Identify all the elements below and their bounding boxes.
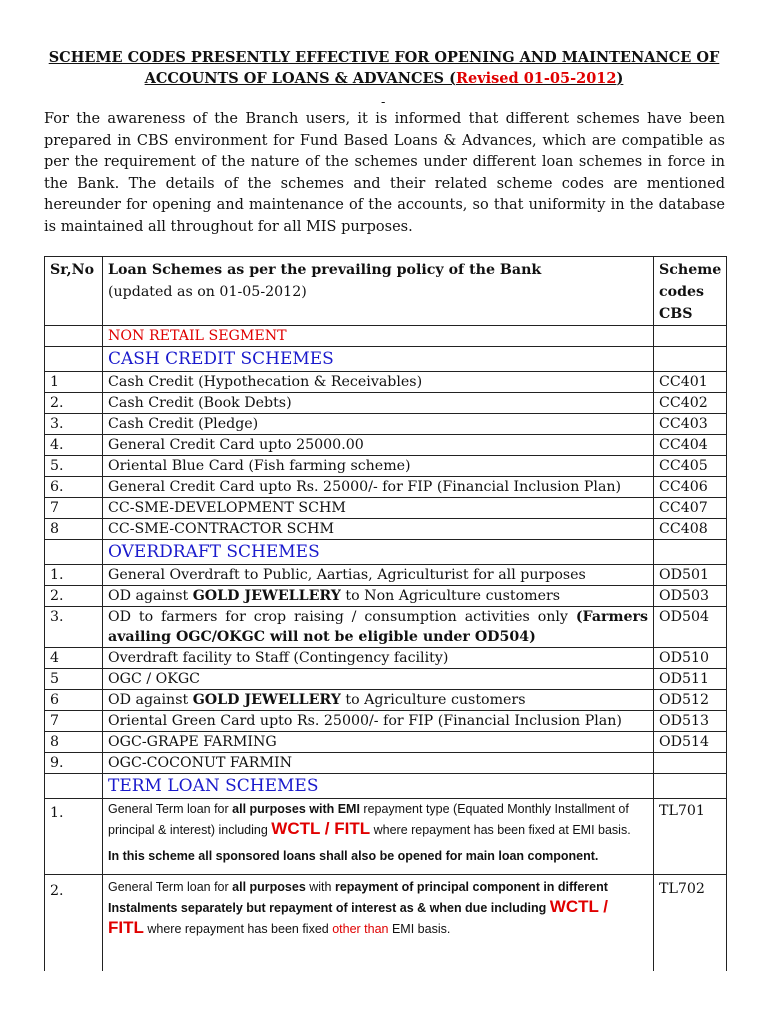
section-code: [654, 774, 727, 799]
row-scheme: [103, 607, 654, 648]
row-code: OD511: [654, 669, 727, 690]
section-title-overdraft: OVERDRAFT SCHEMES: [103, 540, 654, 565]
t1-text-3: where repayment has been fixed at EMI basis.: [370, 823, 631, 837]
row-code: CC405: [654, 456, 727, 477]
row-sr: 1: [45, 372, 103, 393]
table-row: [45, 690, 727, 711]
row-scheme-bold: (Farmers availing OGC/OKGC will not be eligible under OD504): [108, 609, 648, 645]
t2-text-4: EMI basis.: [388, 922, 451, 936]
row-code: OD501: [654, 565, 727, 586]
table-row: [45, 732, 727, 753]
row-sr: 3.: [45, 607, 103, 648]
row-scheme: [103, 586, 654, 607]
table-row: [45, 477, 727, 498]
t2-bold-2: repayment of principal component in different Instalments separately but repayment of interest as & when due including: [108, 880, 608, 915]
row-code: TL701: [654, 799, 727, 875]
header-scheme-sub: (updated as on 01-05-2012): [108, 284, 307, 300]
t2-bold-1: all purposes: [232, 880, 306, 894]
row-sr: 2.: [45, 586, 103, 607]
row-sr: 7: [45, 498, 103, 519]
row-scheme: Overdraft facility to Staff (Contingency facility): [103, 648, 654, 669]
separator-dash: -: [381, 95, 386, 110]
table-row: [45, 875, 727, 972]
table-row: [45, 414, 727, 435]
section-row-term-loan: [45, 774, 727, 799]
section-code: [654, 347, 727, 372]
row-scheme: CC-SME-CONTRACTOR SCHM: [103, 519, 654, 540]
title-line-1: SCHEME CODES PRESENTLY EFFECTIVE FOR OPENING AND MAINTENANCE OF: [48, 49, 720, 66]
row-code: OD503: [654, 586, 727, 607]
section-sr: [45, 774, 103, 799]
row-scheme-pre: OD against: [108, 588, 193, 604]
t1-text-1: General Term loan for: [108, 802, 233, 816]
header-scheme: [103, 257, 654, 326]
row-sr: 3.: [45, 414, 103, 435]
t1-text-2: repayment type (Equated Monthly Installment of principal & interest) including: [108, 802, 629, 837]
row-scheme: OGC-COCONUT FARMIN: [103, 753, 654, 774]
row-scheme-bold: GOLD JEWELLERY: [192, 692, 341, 708]
row-scheme: Cash Credit (Hypothecation & Receivables): [103, 372, 654, 393]
table-row: [45, 435, 727, 456]
header-scheme-title: Loan Schemes as per the prevailing policy of the Bank: [108, 262, 542, 278]
row-code: CC406: [654, 477, 727, 498]
row-code: OD510: [654, 648, 727, 669]
row-scheme: CC-SME-DEVELOPMENT SCHM: [103, 498, 654, 519]
table-header-row: [45, 257, 727, 326]
title-line-2: ACCOUNTS OF LOANS & ADVANCES (: [144, 70, 456, 87]
row-sr: 5: [45, 669, 103, 690]
document-title: [40, 47, 728, 89]
table-row: [45, 607, 727, 648]
segment-row: [45, 326, 727, 347]
revised-date: Revised 01-05-2012: [455, 70, 617, 87]
header-srno: Sr,No: [45, 257, 103, 326]
row-scheme: Cash Credit (Pledge): [103, 414, 654, 435]
table-row: [45, 753, 727, 774]
row-scheme: [103, 875, 654, 972]
row-sr: 5.: [45, 456, 103, 477]
row-scheme-pre: OD to farmers for crop raising / consumption activities only: [108, 609, 576, 625]
table-row: [45, 648, 727, 669]
table-row: [45, 456, 727, 477]
row-scheme: OGC / OKGC: [103, 669, 654, 690]
row-scheme: General Credit Card upto Rs. 25000/- for FIP (Financial Inclusion Plan): [103, 477, 654, 498]
t2-text-3: where repayment has been fixed: [143, 922, 333, 936]
row-sr: 2.: [45, 875, 103, 972]
table-row: [45, 372, 727, 393]
table-row: [45, 519, 727, 540]
row-code: CC407: [654, 498, 727, 519]
row-sr: 6: [45, 690, 103, 711]
row-scheme: Oriental Blue Card (Fish farming scheme): [103, 456, 654, 477]
header-code-l2: codes: [659, 284, 705, 300]
row-code: CC408: [654, 519, 727, 540]
row-scheme-post: to Non Agriculture customers: [340, 588, 561, 604]
section-sr: [45, 540, 103, 565]
row-sr: 9.: [45, 753, 103, 774]
section-code: [654, 540, 727, 565]
header-code: [654, 257, 727, 326]
row-code: CC404: [654, 435, 727, 456]
row-sr: 4: [45, 648, 103, 669]
intro-paragraph: For the awareness of the Branch users, it is informed that different schemes have been prepared in CBS environment for Fund Based Loans & Advances, which are compatible as per the requirement of the nature of the schemes under different loan schemes in force in the Bank. The details of the schemes and their related scheme codes are mentioned hereunder for opening and maintenance of the accounts, so that uniformity in the database is maintained all throughout for all MIS purposes.: [44, 111, 725, 235]
row-scheme: Oriental Green Card upto Rs. 25000/- for FIP (Financial Inclusion Plan): [103, 711, 654, 732]
row-scheme: General Overdraft to Public, Aartias, Agriculturist for all purposes: [103, 565, 654, 586]
section-sr: [45, 347, 103, 372]
t1-bold-1: all purposes with EMI: [232, 802, 360, 816]
table-row: [45, 711, 727, 732]
table-row: [45, 393, 727, 414]
row-sr: 1.: [45, 565, 103, 586]
t1-note: In this scheme all sponsored loans shall also be opened for main loan component.: [108, 849, 599, 863]
section-row-cash-credit: [45, 347, 727, 372]
t2-text-2: with: [305, 880, 335, 894]
row-code: CC402: [654, 393, 727, 414]
row-code: OD512: [654, 690, 727, 711]
row-sr: 1.: [45, 799, 103, 875]
header-code-l3: CBS: [659, 306, 693, 322]
table-row: [45, 586, 727, 607]
header-code-l1: Scheme: [659, 262, 722, 278]
row-scheme-post: to Agriculture customers: [340, 692, 526, 708]
row-sr: 8: [45, 519, 103, 540]
section-title-cash-credit: CASH CREDIT SCHEMES: [103, 347, 654, 372]
table-row: [45, 498, 727, 519]
t1-wctl-fitl: WCTL / FITL: [271, 819, 371, 838]
row-scheme-bold: GOLD JEWELLERY: [192, 588, 341, 604]
row-code: OD514: [654, 732, 727, 753]
segment-label: NON RETAIL SEGMENT: [103, 326, 654, 347]
segment-sr: [45, 326, 103, 347]
t2-text-1: General Term loan for: [108, 880, 233, 894]
row-sr: 2.: [45, 393, 103, 414]
table-row: [45, 799, 727, 875]
row-sr: 7: [45, 711, 103, 732]
table-row: [45, 669, 727, 690]
row-code: TL702: [654, 875, 727, 972]
section-title-term-loan: TERM LOAN SCHEMES: [103, 774, 654, 799]
row-scheme: [103, 690, 654, 711]
row-scheme: OGC-GRAPE FARMING: [103, 732, 654, 753]
row-code: [654, 753, 727, 774]
row-scheme-pre: OD against: [108, 692, 193, 708]
row-scheme: General Credit Card upto 25000.00: [103, 435, 654, 456]
t2-wctl-fitl: WCTL / FITL: [108, 897, 609, 937]
row-code: OD504: [654, 607, 727, 648]
row-sr: 4.: [45, 435, 103, 456]
row-sr: 8: [45, 732, 103, 753]
row-code: CC401: [654, 372, 727, 393]
row-sr: 6.: [45, 477, 103, 498]
section-row-overdraft: [45, 540, 727, 565]
row-code: OD513: [654, 711, 727, 732]
row-scheme: [103, 799, 654, 875]
row-code: CC403: [654, 414, 727, 435]
title-close: ): [616, 70, 624, 87]
row-scheme: Cash Credit (Book Debts): [103, 393, 654, 414]
scheme-codes-table: [44, 256, 727, 971]
segment-code: [654, 326, 727, 347]
t2-other-than: other than: [332, 922, 389, 936]
table-row: [45, 565, 727, 586]
